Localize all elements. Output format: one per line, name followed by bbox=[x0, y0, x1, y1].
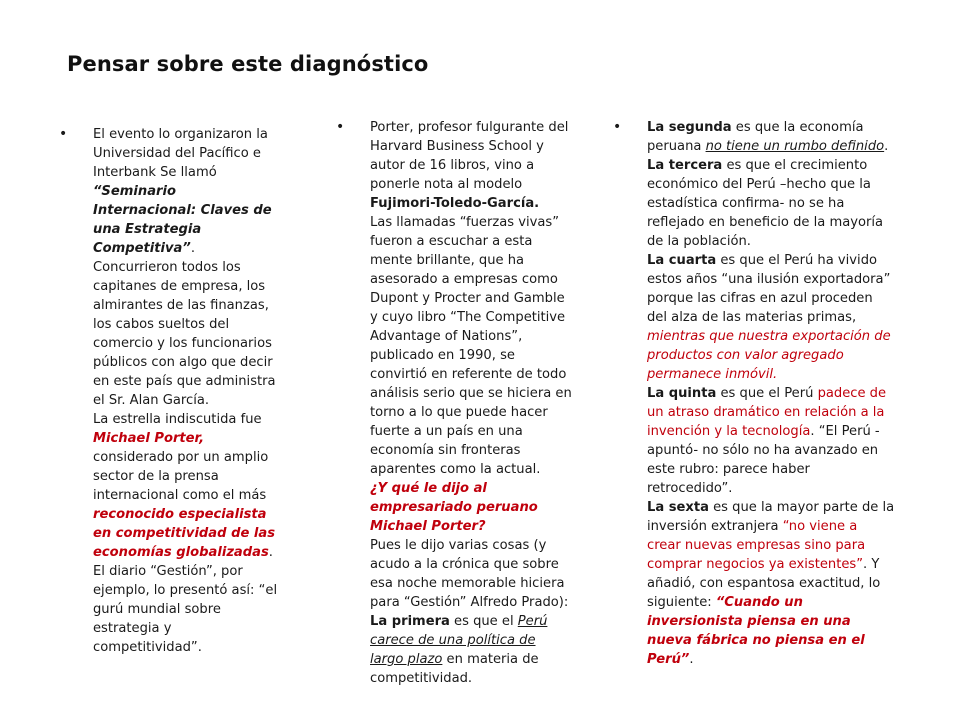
text-span: es que la mayor parte de la inversión extranjera bbox=[647, 500, 895, 534]
bullet-marker: • bbox=[613, 119, 622, 135]
point-label: La primera bbox=[370, 614, 450, 629]
highlight-text: padece de un atraso dramático en relación a la invención y la tecnología bbox=[647, 386, 887, 439]
seminar-name: “Seminario Internacional: Claves de una Estrategia Competitiva” bbox=[93, 184, 272, 256]
text-span: es que el crecimiento económico del Perú –hecho que la estadística confirma- no se ha reflejado en beneficio de la mayoría de la población. bbox=[647, 158, 884, 249]
slide-title: Pensar sobre este diagnóstico bbox=[67, 52, 429, 76]
highlight-text: reconocido especialista en competitividad de las economías globalizadas bbox=[93, 507, 276, 560]
question-heading: ¿Y qué le dijo al empresariado peruano Michael Porter? bbox=[370, 481, 538, 534]
highlight-text: “no viene a crear nuevas empresas sino para comprar negocios ya existentes” bbox=[647, 519, 866, 572]
paragraph: Las llamadas “fuerzas vivas” fueron a escuchar a esta mente brillante, que ha asesorado a empresas como Dupont y Procter and Gamble y cuyo libro “The Competitive Advantage of Nations”, publicado en 1990, se convirtió en referente de todo análisis serio que se hiciera en torno a lo que puede hacer fuerte a un país en una economía sin fronteras aparentes como la actual. bbox=[370, 215, 572, 477]
text-span: . Y añadió, con espantosa exactitud, lo siguiente: bbox=[647, 557, 881, 610]
paragraph bbox=[93, 125, 279, 258]
paragraph: El diario “Gestión”, por ejemplo, lo presentó así: “el gurú mundial sobre estrategia y competitividad”. bbox=[93, 564, 278, 655]
bullet-marker: • bbox=[336, 119, 345, 135]
highlight-text: mientras que nuestra exportación de productos con valor agregado permanece inmóvil. bbox=[647, 329, 891, 382]
point-label: La quinta bbox=[647, 386, 717, 401]
underlined-text: Perú carece de una política de largo plazo bbox=[370, 614, 548, 667]
text-span: . “El Perú - apuntó- no sólo no ha avanzado en este rubro: parece haber retrocedido”. bbox=[647, 424, 880, 496]
paragraph bbox=[647, 384, 895, 498]
paragraph: Concurrieron todos los capitanes de empresa, los almirantes de las finanzas, los cabos sueltos del comercio y los funcionarios públicos con algo que decir en este país que administra el Sr. Alan García. bbox=[93, 260, 276, 408]
text-span: El evento lo organizaron la Universidad del Pacífico e Interbank Se llamó bbox=[93, 127, 268, 180]
paragraph bbox=[647, 118, 895, 156]
text-span: es que la economía peruana bbox=[647, 120, 864, 154]
text-span: . bbox=[689, 652, 694, 667]
text-column-3 bbox=[613, 118, 895, 669]
paragraph bbox=[370, 118, 572, 213]
paragraph bbox=[647, 156, 895, 251]
text-span: La estrella indiscutida fue bbox=[93, 412, 262, 427]
paragraph bbox=[93, 410, 279, 562]
bullet-marker: • bbox=[59, 126, 68, 142]
text-span: es que el Perú ha vivido estos años “una ilusión exportadora” porque las cifras en azul proceden del alza de las materias primas, bbox=[647, 253, 891, 325]
text-column-2 bbox=[336, 118, 572, 688]
paragraph bbox=[647, 498, 895, 669]
model-name: Fujimori-Toledo-García. bbox=[370, 196, 540, 211]
text-span: es que el Perú bbox=[716, 386, 818, 401]
text-column-1 bbox=[59, 125, 279, 657]
text-span: . bbox=[884, 139, 889, 154]
text-span: considerado por un amplio sector de la prensa internacional como el más bbox=[93, 450, 269, 503]
paragraph bbox=[647, 251, 895, 384]
closing-quote: “Cuando un inversionista piensa en una nueva fábrica no piensa en el Perú” bbox=[647, 595, 865, 667]
text-span: es que el bbox=[449, 614, 518, 629]
text-span: en materia de competitividad. bbox=[370, 652, 539, 686]
highlight-name: Michael Porter, bbox=[93, 431, 205, 446]
paragraph bbox=[370, 612, 572, 688]
text-span: . bbox=[190, 241, 195, 256]
point-label: La segunda bbox=[647, 120, 732, 135]
point-label: La tercera bbox=[647, 158, 723, 173]
underlined-text: no tiene un rumbo definido bbox=[705, 139, 885, 154]
text-span: Porter, profesor fulgurante del Harvard Business School y autor de 16 libros, vino a ponerle nota al modelo bbox=[370, 120, 569, 192]
text-span: . bbox=[268, 545, 273, 560]
paragraph: Pues le dijo varias cosas (y acudo a la crónica que sobre esa noche memorable hiciera para “Gestión” Alfredo Prado): bbox=[370, 538, 569, 610]
point-label: La sexta bbox=[647, 500, 709, 515]
point-label: La cuarta bbox=[647, 253, 717, 268]
